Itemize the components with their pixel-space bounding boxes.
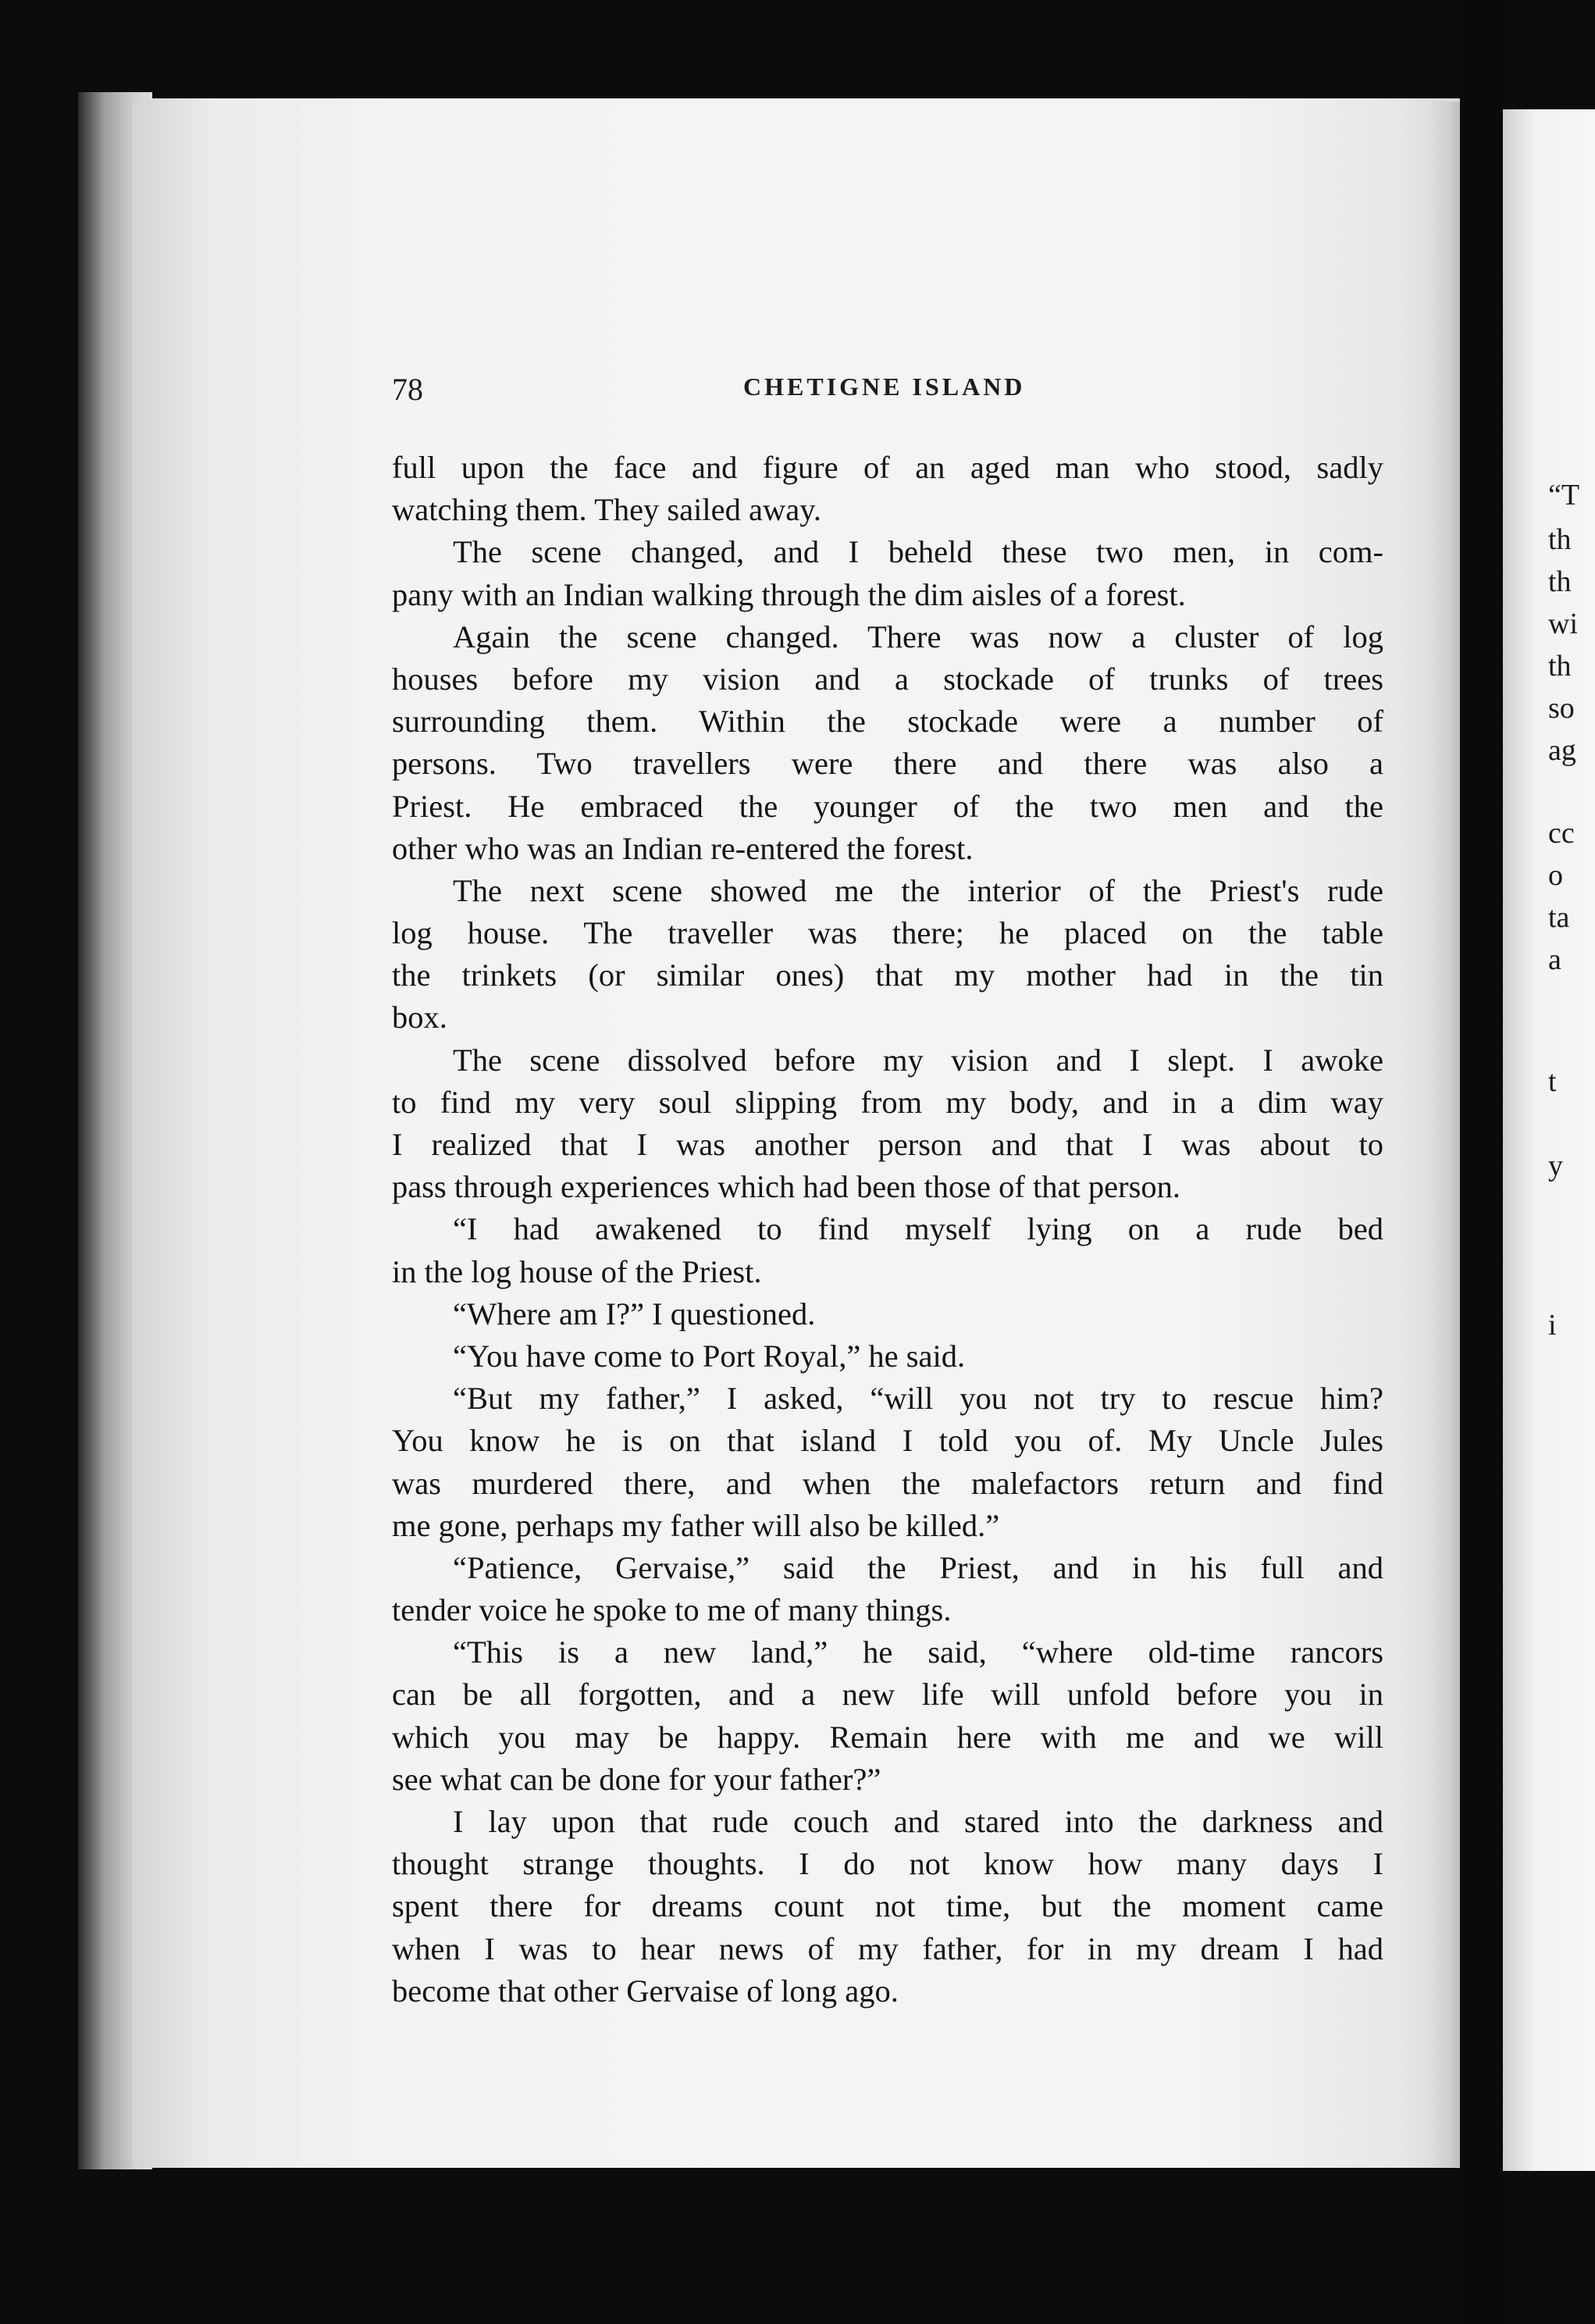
text-line: watching them. They sailed away. [392, 492, 821, 528]
text-line: the trinkets (or similar ones) that my mother had in the tin [392, 957, 1383, 993]
text-line: log house. The traveller was there; he placed on the table [392, 915, 1383, 951]
running-head [392, 371, 1383, 418]
text-line: become that other Gervaise of long ago. [392, 1973, 899, 2009]
facing-page [1503, 109, 1595, 2171]
text-line: I lay upon that rude couch and stared into the darkness and [453, 1804, 1383, 1839]
facing-page-fragment: th [1548, 565, 1572, 598]
text-line: Again the scene changed. There was now a cluster of log [453, 618, 1383, 654]
text-line: see what can be done for your father?” [392, 1761, 881, 1797]
text-line: spent there for dreams count not time, but the moment came [392, 1888, 1383, 1924]
text-line: The scene changed, and I beheld these two men, in com- [453, 534, 1383, 570]
facing-page-fragment: ag [1548, 734, 1576, 767]
facing-page-fragment: th [1548, 650, 1572, 683]
text-line: which you may be happy. Remain here with me and we will [392, 1719, 1383, 1755]
text-line: “Where am I?” I questioned. [453, 1296, 816, 1331]
facing-page-fragment: so [1548, 692, 1575, 725]
page-edge-shadow [1430, 102, 1461, 2167]
facing-page-fragment: o [1548, 859, 1563, 892]
text-line: pass through experiences which had been those of that person. [392, 1169, 1180, 1205]
facing-page-fragment: th [1548, 523, 1572, 556]
text-line: Priest. He embraced the younger of the two men and the [392, 788, 1383, 824]
facing-page-fragment: ta [1548, 901, 1570, 934]
running-title: CHETIGNE ISLAND [743, 372, 1026, 401]
text-line: can be all forgotten, and a new life will unfold before you in [392, 1677, 1383, 1713]
text-line: The next scene showed me the interior of the Priest's rude [453, 872, 1383, 908]
facing-page-fragment: a [1548, 943, 1561, 976]
text-line: me gone, perhaps my father will also be killed.” [392, 1507, 1000, 1543]
text-line: “I had awakened to find myself lying on a rude bed [453, 1211, 1383, 1247]
text-line: The scene dissolved before my vision and I slept. I awoke [453, 1042, 1383, 1078]
text-line: when I was to hear news of my father, for in my dream I had [392, 1930, 1383, 1966]
facing-page-fragment: wi [1548, 608, 1578, 640]
text-line: box. [392, 1000, 447, 1035]
page-number: 78 [392, 372, 423, 407]
text-line: tender voice he spoke to me of many things. [392, 1592, 952, 1628]
facing-page-fragment: y [1548, 1150, 1563, 1182]
text-line: I realized that I was another person and that I was about to [392, 1127, 1383, 1162]
text-line: You know he is on that island I told you of. My Uncle Jules [392, 1423, 1383, 1459]
body-text [392, 447, 1383, 2012]
text-line: was murdered there, and when the malefactors return and find [392, 1465, 1383, 1501]
book-gutter [1460, 0, 1503, 2324]
text-line: “You have come to Port Royal,” he said. [453, 1338, 966, 1374]
text-line: to find my very soul slipping from my body, and in a dim way [392, 1084, 1383, 1120]
facing-page-fragment: i [1548, 1309, 1557, 1342]
text-line: surrounding them. Within the stockade were a number of [392, 704, 1383, 740]
text-line: pany with an Indian walking through the dim aisles of a forest. [392, 576, 1186, 612]
facing-page-fragment: “T [1548, 479, 1580, 511]
text-line: persons. Two travellers were there and there was also a [392, 746, 1383, 782]
text-line: thought strange thoughts. I do not know how many days I [392, 1846, 1383, 1882]
facing-page-fragment: cc [1548, 817, 1575, 850]
text-line: houses before my vision and a stockade of trunks of trees [392, 661, 1383, 697]
text-line: full upon the face and figure of an aged man who stood, sadly [392, 450, 1383, 485]
text-line: “This is a new land,” he said, “where old-time rancors [453, 1634, 1383, 1670]
facing-page-fragment: t [1548, 1065, 1557, 1098]
text-line: “Patience, Gervaise,” said the Priest, and in his full and [453, 1549, 1383, 1585]
text-line: other who was an Indian re-entered the forest. [392, 830, 974, 866]
text-line: in the log house of the Priest. [392, 1253, 762, 1289]
text-line: “But my father,” I asked, “will you not try to rescue him? [453, 1381, 1383, 1417]
